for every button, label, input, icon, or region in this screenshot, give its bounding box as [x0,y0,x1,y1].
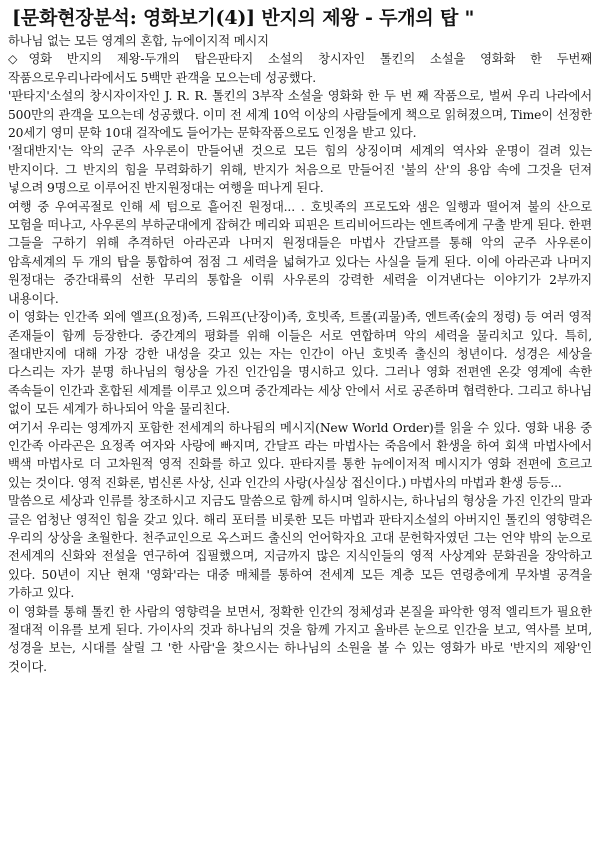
article-title: [문화현장분석: 영화보기(4)] 반지의 제왕 - 두개의 탑 " [12,7,475,29]
body-paragraph-races: 이 영화는 인간족 외에 엘프(요정)족, 드워프(난장이)족, 호빗족, 트롤(괴물)족, 엔트족(숲의 정령) 등 여러 영적 존재들이 함께 등장한다. 중간계의 평화를 위해 이들은 서로 연합하며 악의 세력을 물리치고 있다. 특히, 절대반지에 대해 가장 강한 내성을 갖고 있는 자는 인간이 아닌 호빗족 출신의 청년이다. 성경은 세상을 다스리는 자가 분명 하나님의 형상을 가진 인간임을 명시하고 있다. 그러나 영화 전편엔 온갖 영계에 속한 족속들이 인간과 혼합된 세계를 이루고 있으며 중간계라는 세상 안에서 서로 공존하며 협력한다. 그리고 하나님 없이 모든 세계가 하나되어 악을 물리친다. [8,310,592,417]
body-paragraph-tolkien-influence: 말씀으로 세상과 인류를 창조하시고 지금도 말씀으로 함께 하시며 일하시는, 하나님의 형상을 가진 인간의 말과 글은 엄청난 영적인 힘을 갖고 있다. 해리 포터를 비롯한 모든 마법과 판타지소설의 아버지인 톨킨의 영향력은 우리의 상상을 초월한다. 천주교인으로 옥스퍼드 출신의 언어학자요 고대 문헌학자였던 그는 언약 밖의 눈으로 전세계의 신화와 전설을 연구하여 집필했으며, 지금까지 많은 지식인들의 영적 사상계와 문화권을 장악하고 있다. 50년이 지난 현재 '영화'라는 대중 매체를 통하여 전세계 모든 계층 모든 연령층에게 무차별 공격을 가하고 있다. [8,494,592,601]
body-paragraph-tolkien-intro: '판타지'소설의 창시자이자인 J. R. R. 톨킨의 3부작 소설을 영화화 한 두 번 째 작품으로, 벌써 우리 나라에서 500만의 관객을 모으는데 성공했다. 이미 전 세계 10억 이상의 사람들에게 책으로 읽혀졌으며, Time이 선정한 20세기 영미 문학 10대 걸작에도 들어가는 문학작품으로도 인정을 받고 있다. [8,89,592,141]
body-paragraph-plot: 여행 중 우여곡절로 인해 세 텀으로 흩어진 원정대... . 호빗족의 프로도와 샘은 일행과 떨어져 불의 산으로 모험을 떠나고, 사우론의 부하군대에게 잡혀간 메리와 피핀은 트리비어드라는 엔트족에게 구출 받게 된다. 한편 그들을 구하기 위해 추격하던 아라곤과 나머지 원정대들은 마법사 간달프를 통해 악의 군주 사우론이 암흑세계의 두 개의 탑을 통합하여 점점 그 세력을 넓혀가고 있다는 사실을 들게 된다. 이에 아라곤과 나머지 원정대는 중간대륙의 선한 무리의 통합을 이뤄 사우론의 강력한 세력을 이겨낸다는 이야기가 2부까지 내용이다. [8,199,592,306]
subtitle-paragraph: 하나님 없는 모든 영계의 혼합, 뉴에이지적 메시지 [8,34,269,48]
body-paragraph-new-world-order: 여기서 우리는 영계까지 포함한 전세계의 하나됨의 메시지(New World Order)를 읽을 수 있다. 영화 내용 중 인간족 아라곤은 요정족 여자와 사랑에 빠지며, 간달프 라는 마법사는 죽음에서 환생을 하여 회색 마법사에서 백색 마법사로 더 고차원적 영적 진화를 하고 있다. 판타지를 통한 뉴에이저적 메시지가 영화 전편에 흐르고 있는 것이다. 영적 진화론, 범신론 사상, 신과 인간의 사랑(사실상 접신이다.) 마법사의 마법과 환생 등등... [8,420,592,490]
body-paragraph-conclusion: 이 영화를 통해 톨킨 한 사람의 영향력을 보면서, 정확한 인간의 정체성과 본질을 파악한 영적 엘리트가 필요한 절대적 이유를 보게 된다. 가이사의 것과 하나님의 것을 함께 가지고 올바른 눈으로 인간을 보고, 역사를 보며, 성경을 보는, 시대를 살릴 그 '한 사람'을 찾으시는 하나님의 소원을 볼 수 있는 영화가 바로 '반지의 제왕'인 것이다. [8,604,592,674]
body-paragraph-one-ring: '절대반지'는 악의 군주 사우론이 만들어낸 것으로 모든 힘의 상징이며 세계의 역사와 운명이 걸려 있는 반지이다. 그 반지의 힘을 무력화하기 위해, 반지가 처음으로 만들어진 '불의 산'의 용암 속에 그것을 던져 넣으려 9명으로 이루어진 반지원정대는 여행을 떠나게 된다. [8,144,592,196]
summary-paragraph: ◇영화 반지의 제왕-두개의 탑은판타지 소설의 창시자인 톨킨의 소설을 영화화 한 두번째 작품으로우리나라에서도 5백만 관객을 모으는데 성공했다. [8,52,592,85]
